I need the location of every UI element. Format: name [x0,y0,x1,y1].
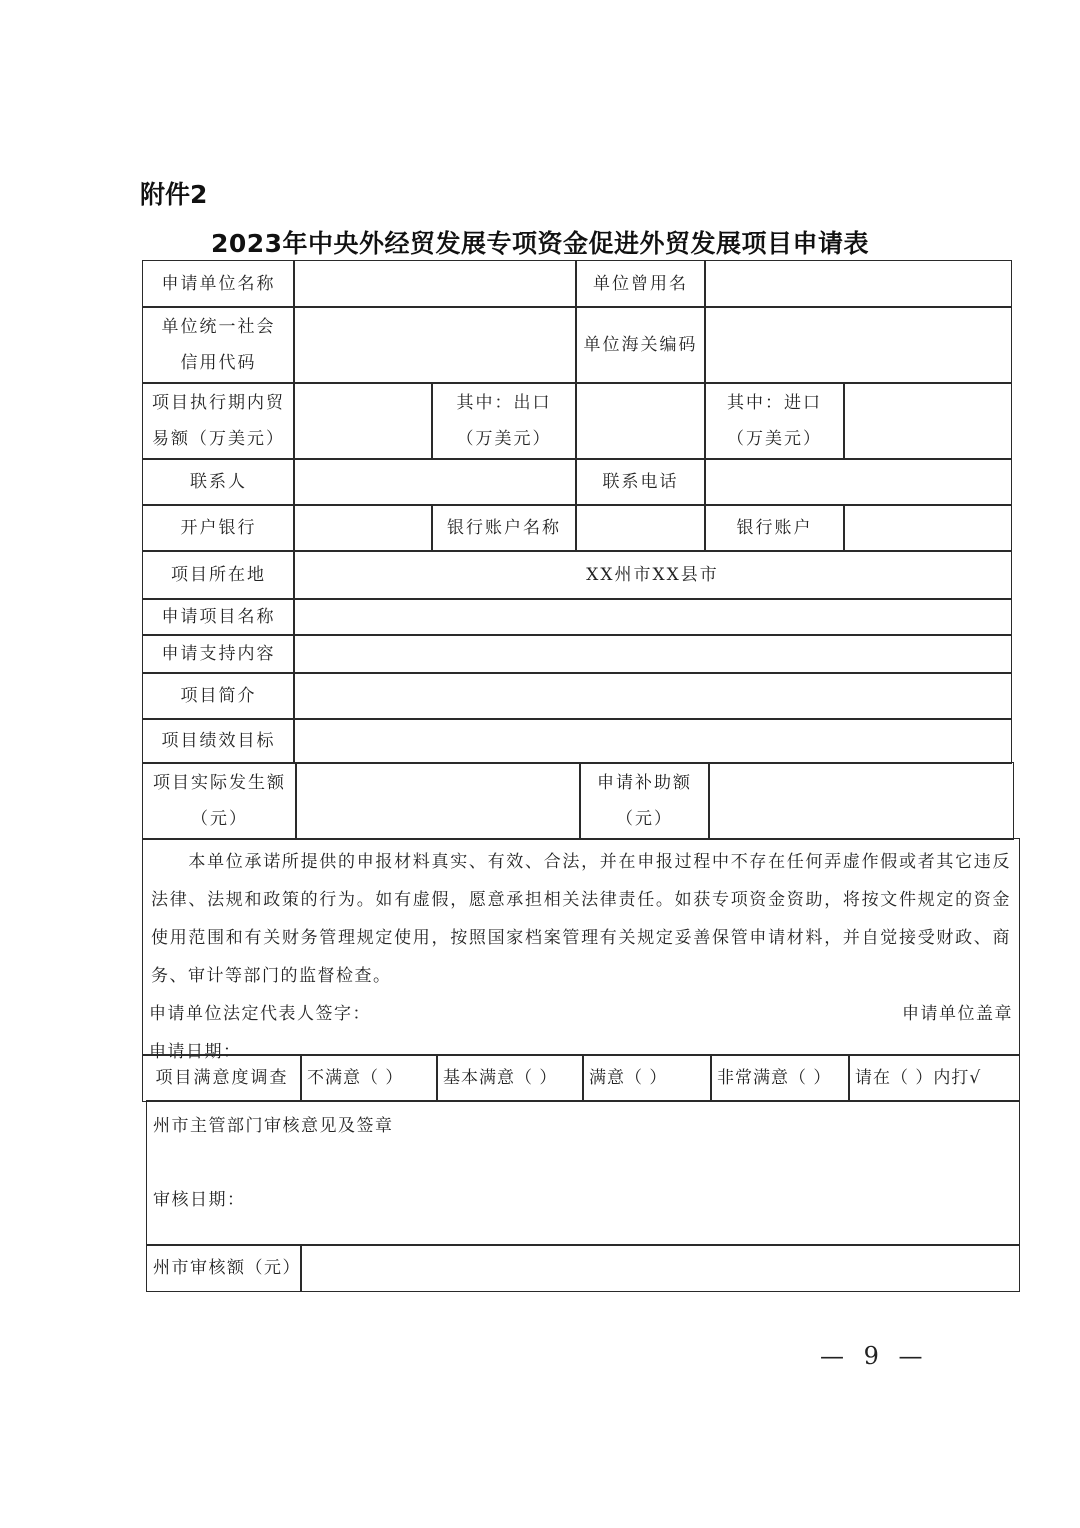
intro-field[interactable] [293,672,1012,720]
import-label: 其中：进口 （万美元） [704,382,845,460]
trade-volume-label: 项目执行期内贸 易额（万美元） [142,382,295,460]
former-name-field[interactable] [704,260,1012,308]
customs-code-field[interactable] [704,306,1012,384]
survey-option-satisfied[interactable]: 满意（ ） [582,1054,712,1102]
contact-label: 联系人 [142,458,295,506]
survey-label: 项目满意度调查 [142,1054,302,1102]
import-field[interactable] [843,382,1012,460]
pledge-block [142,838,1020,1062]
page-number: — 9 — [820,1342,929,1370]
actual-amount-label: 项目实际发生额 （元） [142,762,297,840]
apply-date[interactable]: 申请日期： [149,1042,242,1062]
account-field[interactable] [843,504,1012,552]
export-label: 其中：出口 （万美元） [431,382,577,460]
project-name-field[interactable] [293,598,1012,636]
phone-label: 联系电话 [575,458,706,506]
pledge-text: 本单位承诺所提供的申报材料真实、有效、合法，并在申报过程中不存在任何弄虚作假或者其它违反法律、法规和政策的行为。如有虚假，愿意承担相关法律责任。如获专项资金资助，将按文件规定的资金使用范围和有关财务管理规定使用，按照国家档案管理有关规定妥善保管申请材料，并自觉接受财政、商务、审计等部门的监督检查。 [151,852,1011,986]
review-amount-label: 州市审核额（元） [146,1244,302,1292]
account-label: 银行账户 [704,504,845,552]
contact-field[interactable] [293,458,577,506]
account-name-field[interactable] [575,504,706,552]
goal-field[interactable] [293,718,1012,764]
customs-code-label: 单位海关编码 [575,306,706,384]
support-field[interactable] [293,634,1012,674]
unit-name-label: 申请单位名称 [142,260,295,308]
trade-volume-field[interactable] [293,382,433,460]
review-block [146,1100,1020,1246]
goal-label: 项目绩效目标 [142,718,295,764]
phone-field[interactable] [704,458,1012,506]
unit-stamp[interactable]: 申请单位盖章 [902,1004,1013,1024]
bank-field[interactable] [293,504,433,552]
review-amount-field[interactable] [300,1244,1020,1292]
survey-option-basic[interactable]: 基本满意（ ） [436,1054,584,1102]
credit-code-label: 单位统一社会 信用代码 [142,306,295,384]
location-field[interactable]: XX州市XX县市 [293,550,1012,600]
survey-instruction: 请在（ ）内打√ [848,1054,1020,1102]
bank-label: 开户银行 [142,504,295,552]
attachment-label: 附件2 [140,180,208,209]
subsidy-field[interactable] [708,762,1014,840]
review-date[interactable]: 审核日期： [153,1190,246,1210]
credit-code-field[interactable] [293,306,577,384]
survey-option-unsatisfied[interactable]: 不满意（ ） [300,1054,438,1102]
location-label: 项目所在地 [142,550,295,600]
unit-name-field[interactable] [293,260,577,308]
actual-amount-field[interactable] [295,762,581,840]
support-label: 申请支持内容 [142,634,295,674]
project-name-label: 申请项目名称 [142,598,295,636]
survey-option-very-satisfied[interactable]: 非常满意（ ） [710,1054,850,1102]
account-name-label: 银行账户名称 [431,504,577,552]
intro-label: 项目简介 [142,672,295,720]
review-opinion[interactable]: 州市主管部门审核意见及签章 [153,1116,394,1136]
application-form-table [142,260,1020,1290]
subsidy-label: 申请补助额 （元） [579,762,710,840]
export-field[interactable] [575,382,706,460]
form-title: 2023年中央外经贸发展专项资金促进外贸发展项目申请表 [210,229,870,258]
legal-rep-signature[interactable]: 申请单位法定代表人签字： [149,1004,371,1024]
former-name-label: 单位曾用名 [575,260,706,308]
